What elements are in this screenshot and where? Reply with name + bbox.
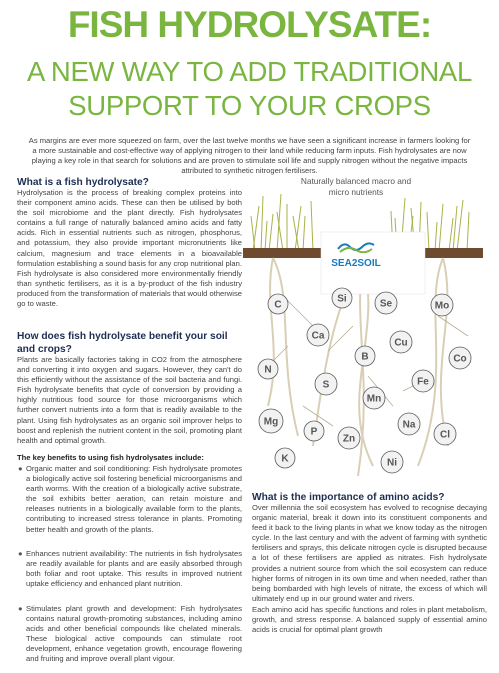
sea2soil-logo	[331, 240, 381, 269]
nutrient-bubble	[449, 347, 471, 369]
nutrient-label: Si	[337, 293, 347, 305]
nutrient-bubble	[390, 331, 412, 353]
nutrient-bubble	[258, 359, 278, 379]
section-body-how-benefit: Plants are basically factories taking in CO2 from the atmosphere and converting it into oxygen and sugars. However, they can't do this efficiently without the assistance of the soil bacteria and fungi. Fish hydrolysate benefits that cycle of conversion by providing a highly nutritious food source for those microorganisms which further convert nutrients into a form that is readily available to the plant. Using fish hydrolysates as an organic soil improver helps to boost and replenish the nutrient content in the soil, promoting plant health and optimal growth.	[17, 355, 242, 445]
nutrient-bubble	[259, 409, 283, 433]
nutrient-bubble	[315, 373, 337, 395]
soil-illustration	[243, 176, 483, 488]
title-line-2: A NEW WAY TO ADD TRADITIONAL	[27, 56, 472, 87]
nutrient-bubble	[275, 448, 295, 468]
nutrient-label: Fe	[417, 376, 429, 388]
title-line-3: SUPPORT TO YOUR CROPS	[68, 90, 431, 121]
nutrient-label: B	[361, 351, 369, 363]
bullet-item	[17, 604, 242, 665]
section-heading-amino: What is the importance of amino acids?	[252, 492, 445, 503]
illustration-caption: Naturally balanced macro and micro nutrients	[300, 176, 412, 197]
nutrient-label: Na	[402, 419, 416, 431]
nutrient-bubble	[307, 324, 329, 346]
nutrient-label: S	[322, 379, 330, 391]
logo-text: SEA2SOIL	[331, 258, 381, 269]
nutrient-bubble	[381, 451, 403, 473]
bullet-icon: ●	[18, 464, 23, 473]
nutrient-label: K	[281, 453, 289, 465]
nutrient-bubble	[338, 427, 360, 449]
nutrient-label: Zn	[342, 433, 356, 445]
bullet-icon: ●	[18, 604, 23, 613]
nutrient-bubble	[355, 346, 375, 366]
nutrient-label: P	[310, 426, 318, 438]
nutrient-bubble	[412, 370, 434, 392]
bullet-item	[17, 549, 242, 589]
nutrient-label: Mo	[434, 300, 450, 312]
intro-paragraph: As margins are ever more squeezed on farm, over the last twelve months we have seen a significant increase in farmers looking for a more sustainable and cost-effective way of applying nitrogen to their land while reducing farm inputs. Fish hydrolysates are now playing a key role in that search for solutions and are proven to stimulate soil life and supply nitrogen without the negative impacts attributed to synthetic nitrogen fertilisers.	[28, 135, 471, 176]
nutrient-label: Se	[379, 298, 393, 310]
nutrient-bubble	[304, 421, 324, 441]
nutrient-label: Cl	[440, 429, 450, 441]
bullet-text: Enhances nutrient availability: The nutrients in fish hydrolysates are readily available for plants and are easily absorbed through both foliar and root uptake. This results in improved nutrient uptake efficiency and enhanced plant nutrition.	[26, 549, 242, 589]
nutrient-bubble	[268, 294, 288, 314]
nutrient-label: Mn	[366, 393, 382, 405]
bullet-text: Organic matter and soil conditioning: Fish hydrolysate promotes a biologically active soil fostering beneficial microorganisms and earth worms. With the creation of a biologically active substrate, the soil exhibits better aeration, can retain moisture and releases nutrients in a biologically available form to the plants, contributing to increased stress tolerance in plants. Promoting better health and growth of the plants.	[26, 464, 242, 534]
nutrient-label: Mg	[263, 416, 279, 428]
section-heading-what-is: What is a fish hydrolysate?	[17, 177, 149, 188]
nutrient-bubble	[375, 292, 397, 314]
nutrient-label: Cu	[394, 337, 408, 349]
nutrient-bubble	[431, 294, 453, 316]
section-heading-how-benefit: How does fish hydrolysate benefit your soil and crops?	[17, 331, 228, 355]
title-line-1: FISH HYDROLYSATE:	[67, 4, 432, 45]
nutrient-bubble	[332, 288, 352, 308]
nutrient-bubble	[398, 413, 420, 435]
nutrient-label: Ni	[387, 457, 397, 469]
nutrient-bubble	[434, 423, 456, 445]
bullet-icon: ●	[18, 549, 23, 558]
nutrient-label: Ca	[311, 330, 325, 342]
section-body-what-is: Hydrolysation is the process of breaking complex proteins into their component amino acids. These can then be utilised by both the soil microbiome and the plant directly. Fish hydrolysates contains a full range of naturally balanced amino acids and fatty acids. Rich in essential nutrients such as nitrogen, phosphorus, and potassium, they also provide important micronutrients like calcium, magnesium and trace elements in a bioavailable formulation establishing a sound basis for any crop nutritional plan. Fish hydrolysate is also considered more environmentally friendly than synthetic fertilisers, as it is a by-product of the fish industry produced from the transformation of materials that would otherwise go to waste.	[17, 188, 242, 309]
key-benefits-title: The key benefits to using fish hydrolysates include:	[17, 453, 204, 462]
nutrient-bubble	[363, 387, 385, 409]
bullet-item	[17, 464, 242, 535]
section-body-amino-1: Over millennia the soil ecosystem has evolved to recognise decaying organic material, break it down into its constituent components and feed it back to the living plants in what we know today as the nitrogen cycle. In the last century and with the advent of farming with synthetic fertilisers and sprays, this delicate nitrogen cycle is disrupted because a lot of these fertilisers are applied as nitrates. Fish hydrolysate provides a nutrient source from which the soil ecosystem can reduce higher forms of nitrogen in its own time and when needed, rather than being bombarded with high levels of nitrate, the excess of which will ultimately end up in our ground water and rivers.	[252, 503, 487, 603]
section-body-amino-2: Each amino acid has specific functions and roles in plant metabolism, growth, and stress response. A balanced supply of essential amino acids is crucial for optimal plant growth	[252, 605, 487, 635]
nutrient-label: N	[264, 364, 272, 376]
wave-icon	[336, 241, 376, 253]
nutrient-label: C	[274, 299, 282, 311]
bullet-text: Stimulates plant growth and development: Fish hydrolysates contains natural growth-promoting substances, including amino acids and other beneficial compounds like chelated minerals. These biological active compounds can stimulate root development, enhance vegetation growth, encourage flowering and fruiting and improve overall plant vigour.	[26, 604, 242, 664]
nutrient-label: Co	[453, 353, 467, 365]
